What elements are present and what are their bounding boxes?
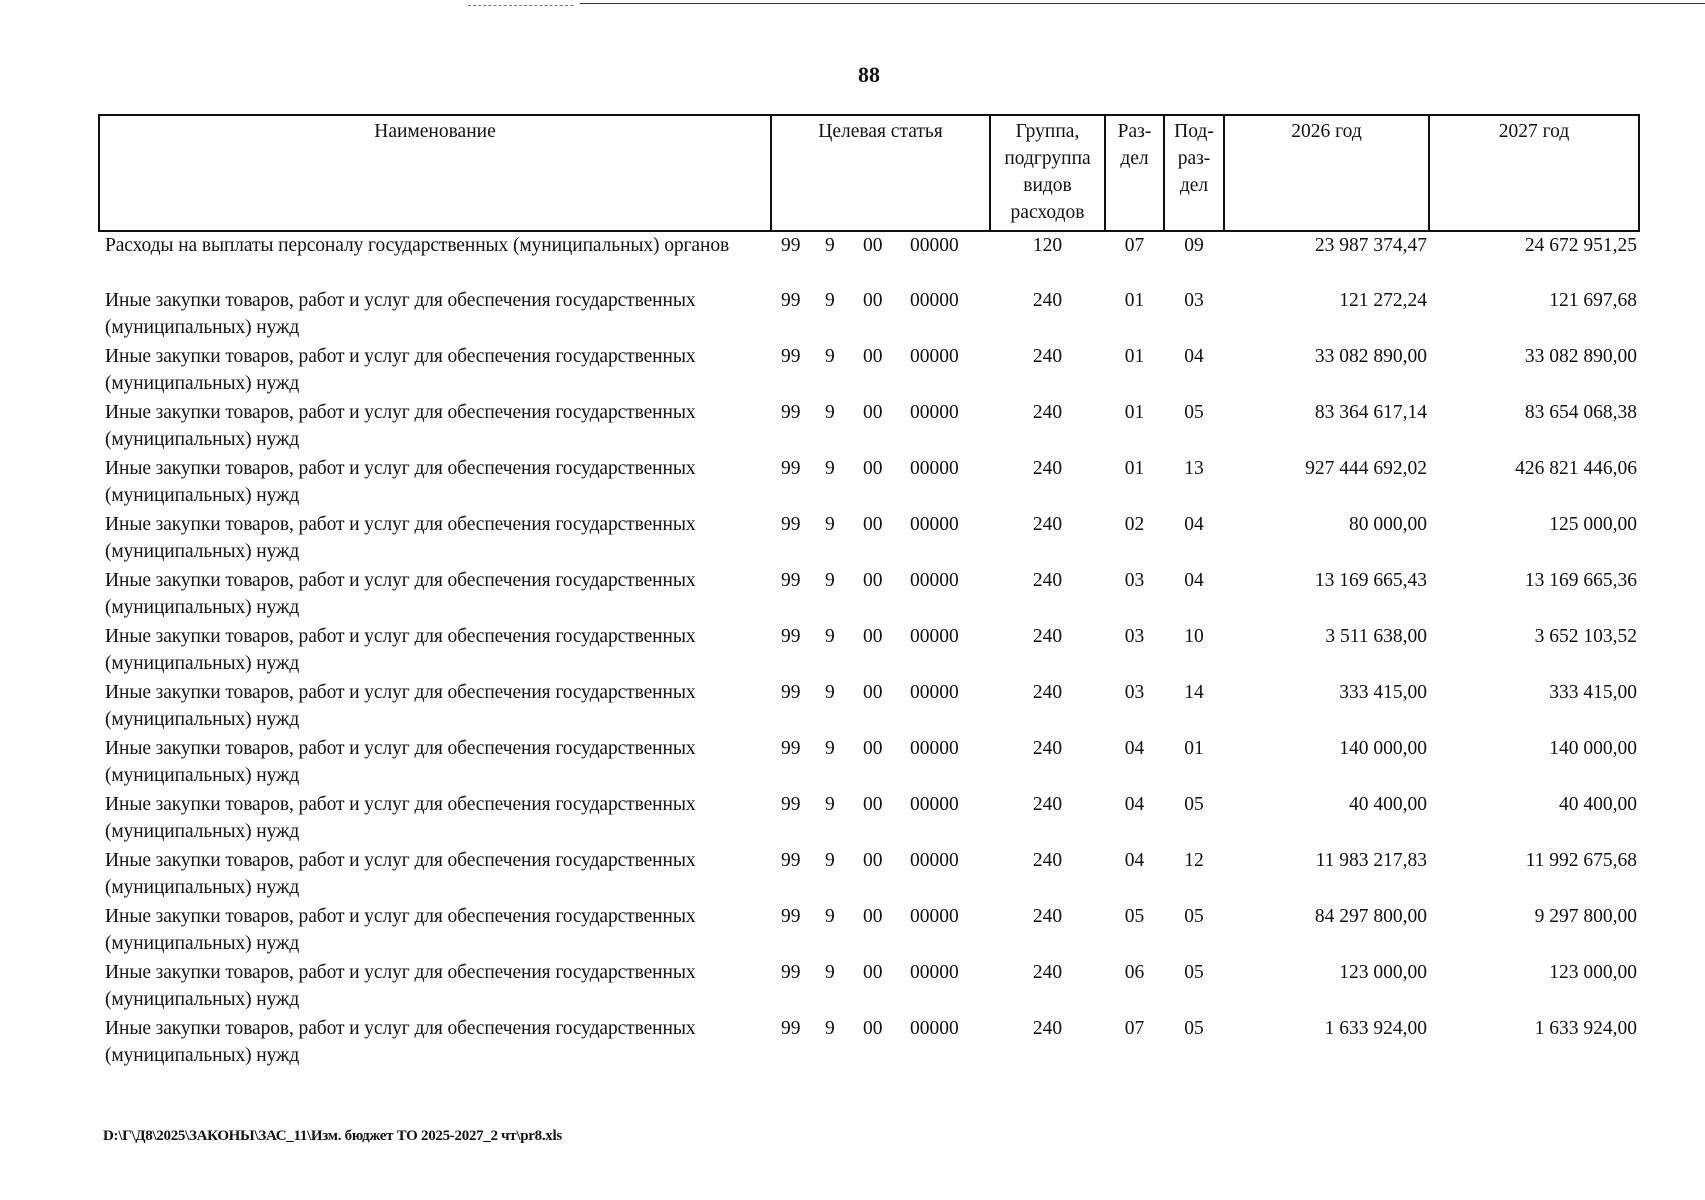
row-amount-2027: 40 400,00 bbox=[1559, 794, 1637, 815]
header-year-2027: 2027 год bbox=[1429, 115, 1639, 231]
row-expense-group: 240 bbox=[1032, 570, 1063, 591]
row-amount-2027: 83 654 068,38 bbox=[1524, 402, 1637, 423]
row-amount-2026: 123 000,00 bbox=[1339, 962, 1427, 983]
row-subsection: 14 bbox=[1184, 682, 1204, 703]
row-target-subprogram: 9 bbox=[825, 235, 835, 256]
row-amount-2027: 333 415,00 bbox=[1549, 682, 1637, 703]
row-amount-2026: 1 633 924,00 bbox=[1324, 1018, 1427, 1039]
row-target-subprogram: 9 bbox=[825, 626, 835, 647]
table-row bbox=[99, 623, 1639, 679]
row-target-subprogram: 9 bbox=[825, 1018, 835, 1039]
row-section: 01 bbox=[1124, 458, 1145, 479]
row-target-code: 00000 bbox=[910, 514, 959, 535]
row-amount-2026: 40 400,00 bbox=[1349, 794, 1427, 815]
row-subsection: 01 bbox=[1184, 738, 1204, 759]
row-target-code: 00000 bbox=[910, 794, 959, 815]
row-amount-2026: 333 415,00 bbox=[1339, 682, 1427, 703]
row-target-direction: 00 bbox=[863, 682, 883, 703]
row-amount-2027: 121 697,68 bbox=[1549, 290, 1637, 311]
row-amount-2027: 3 652 103,52 bbox=[1534, 626, 1637, 647]
row-expense-group: 240 bbox=[1032, 514, 1063, 535]
table-row bbox=[99, 455, 1639, 511]
row-section: 05 bbox=[1124, 906, 1145, 927]
table-row bbox=[99, 791, 1639, 847]
budget-table bbox=[98, 114, 1640, 1071]
row-target-direction: 00 bbox=[863, 962, 883, 983]
row-section: 03 bbox=[1124, 626, 1145, 647]
row-name: Иные закупки товаров, работ и услуг для обеспечения государственных (муниципальных) нужд bbox=[105, 682, 696, 730]
table-row bbox=[99, 399, 1639, 455]
row-section: 03 bbox=[1124, 682, 1145, 703]
row-subsection: 13 bbox=[1184, 458, 1204, 479]
row-name: Иные закупки товаров, работ и услуг для обеспечения государственных (муниципальных) нужд bbox=[105, 402, 696, 450]
row-amount-2027: 125 000,00 bbox=[1549, 514, 1637, 535]
row-target-subprogram: 9 bbox=[825, 906, 835, 927]
header-name: Наименование bbox=[99, 115, 771, 231]
top-rule bbox=[580, 3, 1705, 4]
row-target-program: 99 bbox=[781, 738, 801, 759]
row-subsection: 04 bbox=[1184, 514, 1204, 535]
row-subsection: 12 bbox=[1184, 850, 1204, 871]
row-section: 01 bbox=[1124, 290, 1145, 311]
row-target-subprogram: 9 bbox=[825, 290, 835, 311]
row-target-code: 00000 bbox=[910, 850, 959, 871]
table-row bbox=[99, 959, 1639, 1015]
row-name: Иные закупки товаров, работ и услуг для обеспечения государственных (муниципальных) нужд bbox=[105, 570, 696, 618]
row-target-direction: 00 bbox=[863, 570, 883, 591]
row-target-direction: 00 bbox=[863, 402, 883, 423]
row-amount-2026: 13 169 665,43 bbox=[1314, 570, 1427, 591]
row-name: Иные закупки товаров, работ и услуг для обеспечения государственных (муниципальных) нужд bbox=[105, 290, 696, 338]
row-amount-2027: 1 633 924,00 bbox=[1534, 1018, 1637, 1039]
row-target-subprogram: 9 bbox=[825, 514, 835, 535]
row-expense-group: 240 bbox=[1032, 346, 1063, 367]
row-amount-2027: 426 821 446,06 bbox=[1515, 458, 1637, 479]
row-subsection: 05 bbox=[1184, 402, 1204, 423]
row-name: Иные закупки товаров, работ и услуг для обеспечения государственных (муниципальных) нужд bbox=[105, 346, 696, 394]
row-subsection: 05 bbox=[1184, 794, 1204, 815]
row-expense-group: 240 bbox=[1032, 738, 1063, 759]
page-number: 88 bbox=[858, 62, 880, 87]
row-target-direction: 00 bbox=[863, 346, 883, 367]
row-section: 03 bbox=[1124, 570, 1145, 591]
row-name: Иные закупки товаров, работ и услуг для обеспечения государственных (муниципальных) нужд bbox=[105, 458, 696, 506]
row-target-code: 00000 bbox=[910, 570, 959, 591]
row-target-program: 99 bbox=[781, 458, 801, 479]
table-row bbox=[99, 903, 1639, 959]
table-header-row bbox=[99, 115, 1639, 231]
row-target-direction: 00 bbox=[863, 235, 883, 256]
row-amount-2026: 11 983 217,83 bbox=[1315, 850, 1427, 871]
table-row bbox=[99, 287, 1639, 343]
row-target-code: 00000 bbox=[910, 402, 959, 423]
row-amount-2026: 140 000,00 bbox=[1339, 738, 1427, 759]
row-target-subprogram: 9 bbox=[825, 850, 835, 871]
row-target-direction: 00 bbox=[863, 906, 883, 927]
row-target-program: 99 bbox=[781, 626, 801, 647]
row-expense-group: 240 bbox=[1032, 962, 1063, 983]
table-row bbox=[99, 735, 1639, 791]
row-name: Иные закупки товаров, работ и услуг для обеспечения государственных (муниципальных) нужд bbox=[105, 794, 696, 842]
header-target-article: Целевая статья bbox=[771, 115, 990, 231]
row-target-direction: 00 bbox=[863, 738, 883, 759]
row-section: 07 bbox=[1124, 235, 1145, 256]
footer-file-path: D:\Г\Д8\2025\ЗАКОНЫ\ЗАС_11\Изм. бюджет ТО 2025-2027_2 чт\pr8.xls bbox=[103, 1128, 562, 1144]
row-target-subprogram: 9 bbox=[825, 458, 835, 479]
row-expense-group: 240 bbox=[1032, 850, 1063, 871]
table-body bbox=[99, 231, 1639, 1071]
budget-table-wrapper bbox=[98, 114, 1640, 1071]
row-target-program: 99 bbox=[781, 570, 801, 591]
row-target-subprogram: 9 bbox=[825, 402, 835, 423]
row-target-program: 99 bbox=[781, 906, 801, 927]
row-subsection: 04 bbox=[1184, 570, 1204, 591]
row-target-program: 99 bbox=[781, 850, 801, 871]
row-target-direction: 00 bbox=[863, 1018, 883, 1039]
row-subsection: 10 bbox=[1184, 626, 1204, 647]
row-subsection: 09 bbox=[1184, 235, 1204, 256]
row-amount-2026: 80 000,00 bbox=[1349, 514, 1427, 535]
row-name: Иные закупки товаров, работ и услуг для обеспечения государственных (муниципальных) нужд bbox=[105, 850, 696, 898]
row-section: 04 bbox=[1124, 738, 1145, 759]
table-row bbox=[99, 1015, 1639, 1071]
row-target-code: 00000 bbox=[910, 235, 959, 256]
row-target-subprogram: 9 bbox=[825, 794, 835, 815]
row-target-direction: 00 bbox=[863, 794, 883, 815]
row-target-direction: 00 bbox=[863, 458, 883, 479]
row-target-code: 00000 bbox=[910, 682, 959, 703]
row-amount-2027: 123 000,00 bbox=[1549, 962, 1637, 983]
row-name: Иные закупки товаров, работ и услуг для обеспечения государственных (муниципальных) нужд bbox=[105, 514, 696, 562]
row-target-program: 99 bbox=[781, 514, 801, 535]
row-target-code: 00000 bbox=[910, 1018, 959, 1039]
row-section: 07 bbox=[1124, 1018, 1145, 1039]
row-target-subprogram: 9 bbox=[825, 962, 835, 983]
row-expense-group: 240 bbox=[1032, 458, 1063, 479]
row-name: Расходы на выплаты персоналу государственных (муниципальных) органов bbox=[105, 235, 730, 256]
row-section: 04 bbox=[1124, 850, 1145, 871]
row-subsection: 05 bbox=[1184, 1018, 1204, 1039]
row-subsection: 05 bbox=[1184, 906, 1204, 927]
top-dashed-rule bbox=[468, 5, 573, 6]
row-amount-2026: 84 297 800,00 bbox=[1314, 906, 1427, 927]
row-expense-group: 240 bbox=[1032, 290, 1063, 311]
row-amount-2026: 927 444 692,02 bbox=[1305, 458, 1427, 479]
row-target-code: 00000 bbox=[910, 458, 959, 479]
row-section: 02 bbox=[1124, 514, 1145, 535]
row-name: Иные закупки товаров, работ и услуг для обеспечения государственных (муниципальных) нужд bbox=[105, 626, 696, 674]
header-subsection: Под-раз-дел bbox=[1164, 115, 1224, 231]
row-target-program: 99 bbox=[781, 402, 801, 423]
row-section: 01 bbox=[1124, 346, 1145, 367]
table-row bbox=[99, 511, 1639, 567]
row-expense-group: 240 bbox=[1032, 794, 1063, 815]
row-name: Иные закупки товаров, работ и услуг для обеспечения государственных (муниципальных) нужд bbox=[105, 1018, 696, 1066]
row-amount-2026: 23 987 374,47 bbox=[1314, 235, 1427, 256]
row-section: 06 bbox=[1124, 962, 1145, 983]
row-amount-2027: 140 000,00 bbox=[1549, 738, 1637, 759]
table-row bbox=[99, 231, 1639, 287]
row-target-subprogram: 9 bbox=[825, 682, 835, 703]
row-target-code: 00000 bbox=[910, 346, 959, 367]
row-target-code: 00000 bbox=[910, 290, 959, 311]
row-target-code: 00000 bbox=[910, 906, 959, 927]
row-target-program: 99 bbox=[781, 290, 801, 311]
header-section: Раз-дел bbox=[1105, 115, 1164, 231]
row-name: Иные закупки товаров, работ и услуг для обеспечения государственных (муниципальных) нужд bbox=[105, 738, 696, 786]
row-amount-2027: 24 672 951,25 bbox=[1524, 235, 1637, 256]
row-target-code: 00000 bbox=[910, 738, 959, 759]
row-amount-2026: 83 364 617,14 bbox=[1314, 402, 1427, 423]
row-target-subprogram: 9 bbox=[825, 570, 835, 591]
row-amount-2026: 121 272,24 bbox=[1339, 290, 1427, 311]
row-amount-2027: 33 082 890,00 bbox=[1524, 346, 1637, 367]
table-row bbox=[99, 679, 1639, 735]
row-expense-group: 240 bbox=[1032, 1018, 1063, 1039]
row-amount-2026: 3 511 638,00 bbox=[1325, 626, 1427, 647]
table-row bbox=[99, 343, 1639, 399]
row-target-code: 00000 bbox=[910, 626, 959, 647]
row-target-program: 99 bbox=[781, 682, 801, 703]
row-target-direction: 00 bbox=[863, 290, 883, 311]
row-target-program: 99 bbox=[781, 962, 801, 983]
row-subsection: 05 bbox=[1184, 962, 1204, 983]
row-expense-group: 240 bbox=[1032, 402, 1063, 423]
row-subsection: 03 bbox=[1184, 290, 1204, 311]
row-expense-group: 120 bbox=[1032, 235, 1063, 256]
row-target-subprogram: 9 bbox=[825, 738, 835, 759]
header-year-2026: 2026 год bbox=[1224, 115, 1429, 231]
row-target-program: 99 bbox=[781, 794, 801, 815]
row-amount-2027: 11 992 675,68 bbox=[1525, 850, 1637, 871]
table-row bbox=[99, 567, 1639, 623]
row-target-direction: 00 bbox=[863, 850, 883, 871]
row-expense-group: 240 bbox=[1032, 682, 1063, 703]
row-amount-2027: 9 297 800,00 bbox=[1534, 906, 1637, 927]
row-target-code: 00000 bbox=[910, 962, 959, 983]
row-amount-2026: 33 082 890,00 bbox=[1314, 346, 1427, 367]
row-subsection: 04 bbox=[1184, 346, 1204, 367]
row-target-program: 99 bbox=[781, 346, 801, 367]
table-row bbox=[99, 847, 1639, 903]
row-expense-group: 240 bbox=[1032, 906, 1063, 927]
header-group: Группа, подгруппа видов расходов bbox=[990, 115, 1105, 231]
row-section: 01 bbox=[1124, 402, 1145, 423]
row-amount-2027: 13 169 665,36 bbox=[1524, 570, 1637, 591]
row-target-subprogram: 9 bbox=[825, 346, 835, 367]
row-target-direction: 00 bbox=[863, 626, 883, 647]
row-name: Иные закупки товаров, работ и услуг для обеспечения государственных (муниципальных) нужд bbox=[105, 906, 696, 954]
row-name: Иные закупки товаров, работ и услуг для обеспечения государственных (муниципальных) нужд bbox=[105, 962, 696, 1010]
row-target-program: 99 bbox=[781, 235, 801, 256]
row-target-direction: 00 bbox=[863, 514, 883, 535]
row-section: 04 bbox=[1124, 794, 1145, 815]
row-target-program: 99 bbox=[781, 1018, 801, 1039]
row-expense-group: 240 bbox=[1032, 626, 1063, 647]
